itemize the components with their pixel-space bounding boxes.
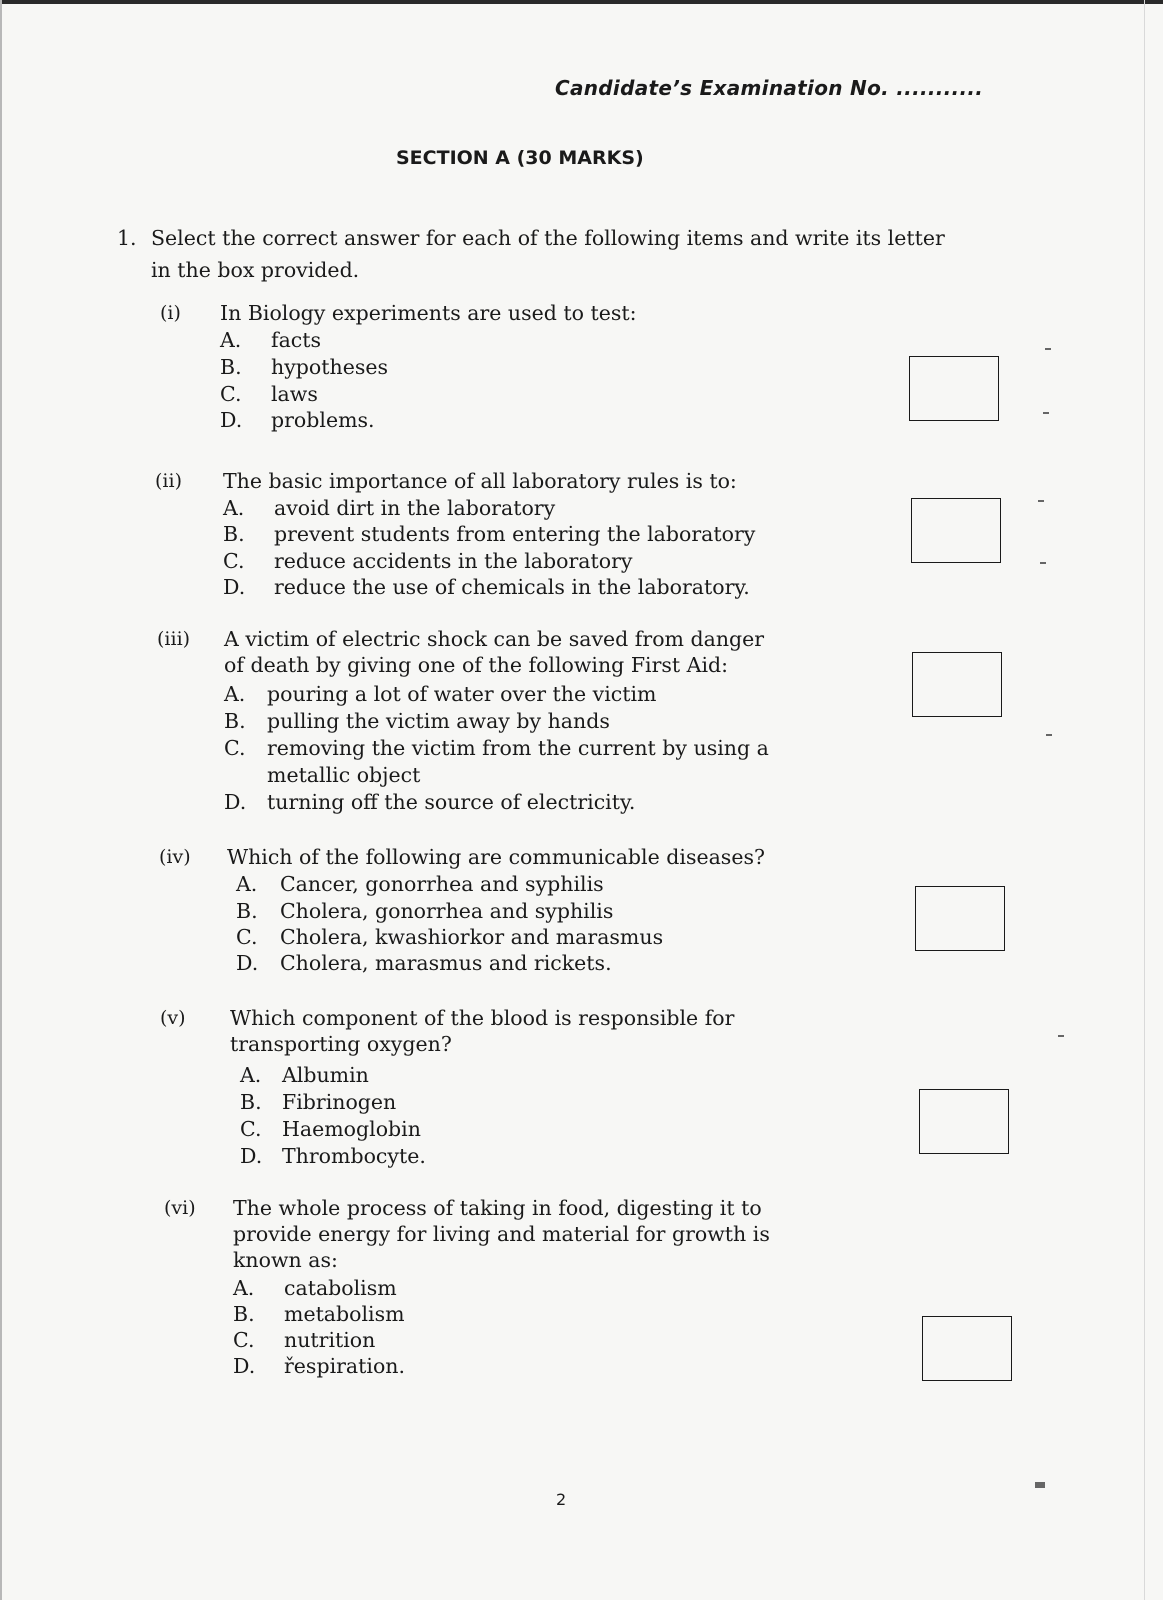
- question-1: [160, 300, 860, 440]
- section-title: SECTION A (30 MARKS): [396, 147, 644, 169]
- option-letter: D.: [220, 408, 243, 432]
- question-stem: [220, 300, 840, 326]
- option-letter: A.: [223, 496, 245, 520]
- option-text: řespiration.: [284, 1354, 406, 1378]
- option-letter: A.: [220, 328, 242, 352]
- option-letter: A.: [240, 1063, 262, 1087]
- option-text: reduce accidents in the laboratory: [274, 549, 633, 573]
- question-5: [160, 1005, 860, 1175]
- option-text: metallic object: [267, 763, 421, 787]
- option-letter: D.: [233, 1354, 256, 1378]
- option-letter: D.: [223, 575, 246, 599]
- stem-line: The whole process of taking in food, digesting it to: [233, 1196, 762, 1220]
- instruction-number: 1.: [117, 226, 137, 250]
- option-text: reduce the use of chemicals in the laboratory.: [274, 575, 750, 599]
- question-stem: [223, 468, 843, 494]
- option-letter: D.: [236, 951, 259, 975]
- option-text: pouring a lot of water over the victim: [267, 682, 657, 706]
- candidate-exam-number-label: Candidate’s Examination No. ...........: [555, 76, 984, 100]
- stem-line: known as:: [233, 1248, 338, 1272]
- option-text: Albumin: [282, 1063, 369, 1087]
- option-text: prevent students from entering the laboratory: [274, 522, 756, 546]
- instruction-line-1: Select the correct answer for each of the following items and write its letter: [151, 226, 945, 250]
- question-3: [157, 626, 877, 826]
- option-letter: B.: [223, 522, 245, 546]
- stem-line: of death by giving one of the following First Aid:: [224, 653, 729, 677]
- scan-speck: [1040, 562, 1046, 564]
- option-letter: D.: [224, 790, 247, 814]
- answer-box-5[interactable]: [919, 1089, 1009, 1154]
- option-text: laws: [271, 382, 318, 406]
- option-letter: C.: [236, 925, 258, 949]
- option-text: hypotheses: [271, 355, 388, 379]
- scan-speck: [1038, 500, 1044, 502]
- instruction-text: [151, 222, 1011, 286]
- question-stem: [227, 844, 847, 870]
- question-number: (ii): [155, 470, 182, 492]
- option-text: Cholera, gonorrhea and syphilis: [280, 899, 614, 923]
- option-letter: C.: [224, 736, 246, 760]
- option-text: Thrombocyte.: [282, 1144, 426, 1168]
- option-letter: A.: [233, 1276, 255, 1300]
- scan-speck: [1045, 348, 1051, 350]
- option-letter: B.: [236, 899, 258, 923]
- option-text: Cancer, gonorrhea and syphilis: [280, 872, 604, 896]
- option-letter: B.: [240, 1090, 262, 1114]
- option-letter: C.: [223, 549, 245, 573]
- scan-speck: [1035, 1482, 1045, 1488]
- option-letter: B.: [233, 1302, 255, 1326]
- option-text: Haemoglobin: [282, 1117, 421, 1141]
- answer-box-6[interactable]: [922, 1316, 1012, 1381]
- option-text: Cholera, kwashiorkor and marasmus: [280, 925, 664, 949]
- stem-line: The basic importance of all laboratory rules is to:: [223, 469, 737, 493]
- answer-box-2[interactable]: [911, 498, 1001, 563]
- question-number: (iv): [159, 846, 191, 868]
- question-stem: [233, 1195, 853, 1273]
- question-number: (vi): [164, 1197, 196, 1219]
- answer-box-3[interactable]: [912, 652, 1002, 717]
- option-letter: A.: [236, 872, 258, 896]
- question-number: (iii): [157, 628, 191, 650]
- answer-box-4[interactable]: [915, 886, 1005, 951]
- page-number: 2: [556, 1490, 567, 1509]
- option-text: metabolism: [284, 1302, 405, 1326]
- option-text: removing the victim from the current by using a: [267, 736, 769, 760]
- stem-line: Which component of the blood is responsible for: [230, 1006, 735, 1030]
- option-letter: A.: [224, 682, 246, 706]
- page-top-edge: [0, 0, 1163, 4]
- option-letter: B.: [224, 709, 246, 733]
- option-text: Fibrinogen: [282, 1090, 397, 1114]
- option-letter: C.: [220, 382, 242, 406]
- question-6: [164, 1195, 864, 1395]
- stem-line: A victim of electric shock can be saved from danger: [224, 627, 765, 651]
- stem-line: In Biology experiments are used to test:: [220, 301, 637, 325]
- option-letter: D.: [240, 1144, 263, 1168]
- stem-line: provide energy for living and material for growth is: [233, 1222, 770, 1246]
- option-text: avoid dirt in the laboratory: [274, 496, 556, 520]
- option-text: problems.: [271, 408, 375, 432]
- question-2: [155, 468, 905, 608]
- question-number: (v): [160, 1007, 186, 1029]
- option-letter: C.: [240, 1117, 262, 1141]
- stem-line: Which of the following are communicable diseases?: [227, 845, 765, 869]
- option-text: nutrition: [284, 1328, 376, 1352]
- stem-line: transporting oxygen?: [230, 1032, 452, 1056]
- question-stem: [224, 626, 844, 678]
- instruction-line-2: in the box provided.: [151, 258, 360, 282]
- page-right-edge: [1144, 0, 1145, 1600]
- option-text: catabolism: [284, 1276, 397, 1300]
- question-number: (i): [160, 302, 181, 324]
- option-letter: C.: [233, 1328, 255, 1352]
- scan-speck: [1046, 734, 1052, 736]
- option-text: Cholera, marasmus and rickets.: [280, 951, 612, 975]
- option-text: facts: [271, 328, 322, 352]
- scan-speck: [1058, 1035, 1064, 1037]
- option-text: pulling the victim away by hands: [267, 709, 610, 733]
- option-text: turning off the source of electricity.: [267, 790, 636, 814]
- question-stem: [230, 1005, 850, 1057]
- question-4: [159, 844, 859, 984]
- answer-box-1[interactable]: [909, 356, 999, 421]
- option-letter: B.: [220, 355, 242, 379]
- page-left-edge: [0, 0, 2, 1600]
- scan-speck: [1043, 412, 1049, 414]
